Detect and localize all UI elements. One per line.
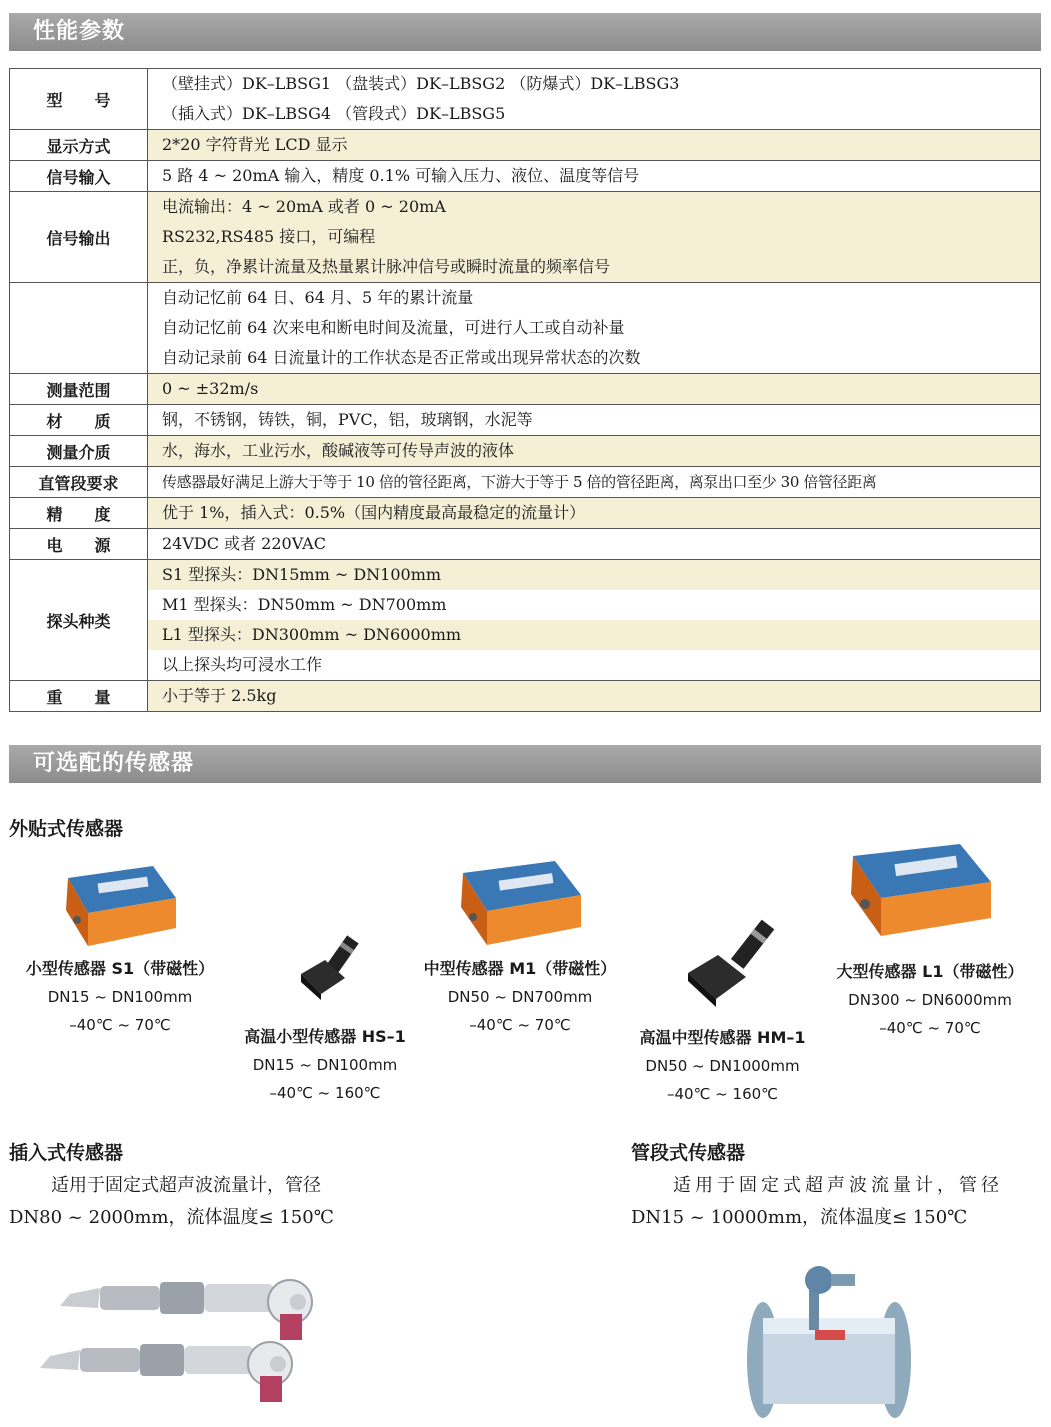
section-header-specs: [9, 13, 1041, 51]
row-label: 测量范围: [10, 374, 148, 405]
insertion-desc: [9, 1170, 409, 1234]
table-row: [10, 283, 1041, 374]
cell-line: 正，负，净累计流量及热量累计脉冲信号或瞬时流量的频率信号: [148, 252, 1040, 282]
cell-line: 电流输出：4 ~ 20mA 或者 0 ~ 20mA: [148, 192, 1040, 222]
cell-value: 0 ~ ±32m/s: [148, 374, 1040, 404]
spec-table: [9, 68, 1041, 712]
table-row: [10, 436, 1041, 467]
sensor-name: 高温中型传感器 HM–1: [639, 1028, 806, 1047]
table-row: [10, 192, 1041, 283]
row-label: 型 号: [10, 69, 148, 130]
cell-line: 以上探头均可浸水工作: [148, 650, 1040, 680]
row-label: 直管段要求: [10, 467, 148, 498]
row-label: 信号输出: [10, 192, 148, 283]
cell-line: M1 型探头：DN50mm ~ DN700mm: [148, 590, 1040, 620]
cell-value: 钢，不锈钢，铸铁，铜，PVC，铝，玻璃钢，水泥等: [148, 405, 1040, 435]
hs1-sensor-image: [295, 930, 380, 1002]
pipe-title: 管段式传感器: [631, 1142, 746, 1164]
table-row: [10, 374, 1041, 405]
table-row: [10, 467, 1041, 498]
cell-line: 自动记忆前 64 日、64 月、5 年的累计流量: [148, 283, 1040, 313]
insertion-sensor-image: [40, 1270, 330, 1420]
desc-line: 适用于固定式超声波流量计，管径: [673, 1175, 1003, 1196]
table-row: [10, 498, 1041, 529]
table-row: [10, 130, 1041, 161]
cell-line: 自动记忆前 64 次来电和断电时间及流量，可进行人工或自动补量: [148, 313, 1040, 343]
cell-value: 小于等于 2.5kg: [148, 681, 1040, 711]
sensor-temp: –40℃ ~ 160℃: [269, 1084, 381, 1102]
sensor-name: 小型传感器 S1（带磁性）: [25, 959, 215, 978]
table-row: [10, 529, 1041, 560]
sensor-temp: –40℃ ~ 70℃: [879, 1019, 981, 1037]
row-label: 测量介质: [10, 436, 148, 467]
cell-value: 24VDC 或者 220VAC: [148, 529, 1040, 559]
l1-sensor-image: [845, 838, 995, 938]
row-label: 信号输入: [10, 161, 148, 192]
sensor-name: 高温小型传感器 HS–1: [244, 1027, 406, 1046]
hm1-caption: [615, 1024, 830, 1108]
row-label: 重 量: [10, 681, 148, 712]
row-label: [10, 283, 148, 374]
table-row: [10, 161, 1041, 192]
section-title: 可选配的传感器: [33, 751, 195, 776]
table-row: [10, 69, 1041, 130]
cell-value: 传感器最好满足上游大于等于 10 倍的管径距离，下游大于等于 5 倍的管径距离，离泵出口至少 30 倍管径距离: [148, 467, 1040, 497]
cell-value: 5 路 4 ~ 20mA 输入，精度 0.1% 可输入压力、液位、温度等信号: [148, 161, 1040, 191]
cell-value: 2*20 字符背光 LCD 显示: [148, 130, 1040, 160]
desc-line: DN80 ~ 2000mm，流体温度≤ 150℃: [9, 1207, 334, 1228]
sensor-range: DN15 ~ DN100mm: [47, 988, 193, 1006]
cell-line: （插入式）DK–LBSG4 （管段式）DK–LBSG5: [148, 99, 1040, 129]
desc-line: 适用于固定式超声波流量计，管径: [51, 1175, 321, 1196]
cell-line: 自动记录前 64 日流量计的工作状态是否正常或出现异常状态的次数: [148, 343, 1040, 373]
pipe-sensor-image: [745, 1262, 915, 1422]
sensor-temp: –40℃ ~ 160℃: [666, 1085, 778, 1103]
cell-value: 水，海水，工业污水，酸碱液等可传导声波的液体: [148, 436, 1040, 466]
sensor-temp: –40℃ ~ 70℃: [469, 1016, 571, 1034]
cell-line: L1 型探头：DN300mm ~ DN6000mm: [148, 620, 1040, 650]
hs1-caption: [220, 1023, 430, 1107]
row-label: 显示方式: [10, 130, 148, 161]
section-header-sensors: [9, 745, 1041, 783]
insertion-title: 插入式传感器: [9, 1142, 124, 1164]
table-row: [10, 681, 1041, 712]
cell-line: RS232,RS485 接口，可编程: [148, 222, 1040, 252]
cell-value: 优于 1%，插入式：0.5%（国内精度最高最稳定的流量计）: [148, 498, 1040, 528]
s1-caption: [5, 955, 235, 1039]
row-label: 材 质: [10, 405, 148, 436]
sensor-name: 中型传感器 M1（带磁性）: [423, 959, 617, 978]
table-row: [10, 560, 1041, 681]
cell-line: （壁挂式）DK–LBSG1 （盘装式）DK–LBSG2 （防爆式）DK–LBSG3: [148, 69, 1040, 99]
sensor-range: DN50 ~ DN1000mm: [645, 1057, 800, 1075]
section-title: 性能参数: [33, 19, 126, 44]
row-label: 精 度: [10, 498, 148, 529]
row-label: 探头种类: [10, 560, 148, 681]
sensor-range: DN15 ~ DN100mm: [252, 1056, 398, 1074]
l1-caption: [815, 958, 1045, 1042]
table-row: [10, 405, 1041, 436]
sensor-temp: –40℃ ~ 70℃: [69, 1016, 171, 1034]
m1-sensor-image: [455, 855, 585, 947]
desc-line: DN15 ~ 10000mm，流体温度≤ 150℃: [631, 1207, 968, 1228]
sensor-range: DN300 ~ DN6000mm: [848, 991, 1012, 1009]
pipe-desc: [631, 1170, 1043, 1234]
cell-line: S1 型探头：DN15mm ~ DN100mm: [148, 560, 1040, 590]
sensor-name: 大型传感器 L1（带磁性）: [836, 962, 1024, 981]
m1-caption: [405, 955, 635, 1039]
hm1-sensor-image: [682, 915, 792, 1010]
clamp-on-title: 外贴式传感器: [9, 818, 124, 840]
row-label: 电 源: [10, 529, 148, 560]
sensor-range: DN50 ~ DN700mm: [447, 988, 593, 1006]
s1-sensor-image: [58, 858, 180, 948]
